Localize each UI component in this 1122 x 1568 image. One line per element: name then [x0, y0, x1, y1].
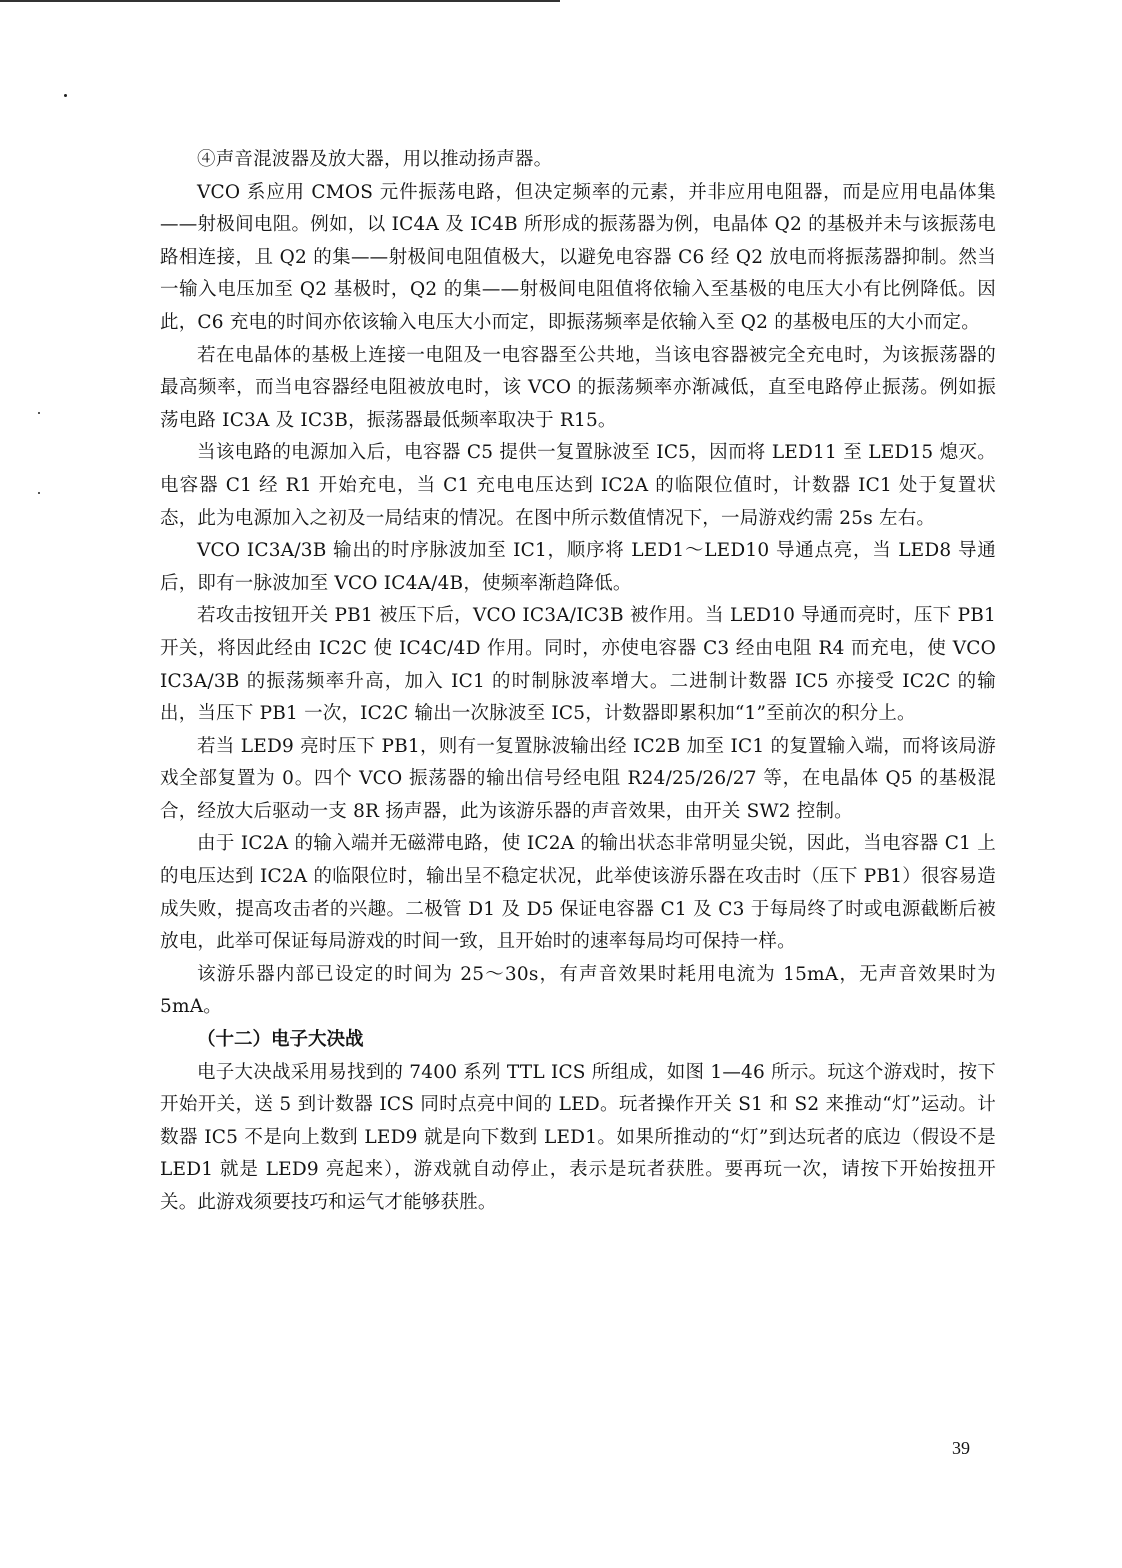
paragraph-hysteresis: 由于 IC2A 的输入端并无磁滞电路，使 IC2A 的输出状态非常明显尖锐，因此，当电容器 C1 上的电压达到 IC2A 的临限位时，输出呈不稳定状况，此举使该游乐器在攻击时（压下 PB1）很容易造成失败，提高攻击者的兴趣。二极管 D1 及 D5 保证电容器 C1 及 C3 于每局终了时或电源截断后被放电，此举可保证每局游戏的时间一致，且开始时的速率每局均可保持一样。 — [160, 833, 996, 953]
paragraph-sound-mixer: ④声音混波器及放大器，用以推动扬声器。 — [197, 149, 553, 170]
paragraph-power-on-reset: 当该电路的电源加入后，电容器 C5 提供一复置脉波至 IC5，因而将 LED11 至 LED15 熄灭。电容器 C1 经 R1 开始充电，当 C1 充电电压达到 IC2A 的临限位值时，计数器 IC1 处于复置状态，此为电源加入之初及一局结束的情况。在图中所示数值情况下，一局游戏约需 25s 左右。 — [160, 442, 996, 529]
section-title: （十二）电子大决战 — [197, 1029, 364, 1051]
paragraph-electronic-battle: 电子大决战采用易找到的 7400 系列 TTL ICS 所组成，如图 1—46 所示。玩这个游戏时，按下开始开关，送 5 到计数器 ICS 同时点亮中间的 LED。玩者操作开关 S1 和 S2 来推动“灯”运动。计数器 IC5 不是向上数到 LED9 就是向下数到 LED1。如果所推动的“灯”到达玩者的底边（假设不是 LED1 就是 LED9 亮起来），游戏就自动停止，表示是玩者获胜。要再玩一次，请按下开始按扭开关。此游戏须要技巧和运气才能够获胜。 — [160, 1061, 996, 1213]
paragraph-led9-reset: 若当 LED9 亮时压下 PB1，则有一复置脉波输出经 IC2B 加至 IC1 的复置输入端，而将该局游戏全部复置为 0。四个 VCO 振荡器的输出信号经电阻 R24/25/26/27 等，在电晶体 Q5 的基极混合，经放大后驱动一支 8R 扬声器，此为该游乐器的声音效果，由开关 SW2 控制。 — [160, 735, 996, 822]
paragraph-timing-current: 该游乐器内部已设定的时间为 25～30s，有声音效果时耗用电流为 15mA，无声音效果时为 5mA。 — [160, 963, 996, 1018]
paragraph-attack-button: 若攻击按钮开关 PB1 被压下后，VCO IC3A/IC3B 被作用。当 LED10 导通而亮时，压下 PB1 开关，将因此经由 IC2C 使 IC4C/4D 作用。同时，亦使电容器 C3 经由电阻 R4 而充电，使 VCO IC3A/3B 的振荡频率升高，加入 IC1 的时制脉波率增大。二进制计数器 IC5 亦接受 IC2C 的输出，当压下 PB1 一次，IC2C 输出一次脉波至 IC5，计数器即累积加“1”至前次的积分上。 — [160, 605, 996, 725]
paragraph-frequency-decay: 若在电晶体的基极上连接一电阻及一电容器至公共地，当该电容器被完全充电时，为该振荡器的最高频率，而当电容器经电阻被放电时，该 VCO 的振荡频率亦渐减低，直至电路停止振荡。例如振荡电路 IC3A 及 IC3B，振荡器最低频率取决于 R15。 — [160, 344, 996, 431]
page-number: 39 — [952, 1438, 970, 1458]
scan-speck — [38, 492, 40, 494]
paragraph-led-sequence: VCO IC3A/3B 输出的时序脉波加至 IC1，顺序将 LED1～LED10 导通点亮，当 LED8 导通后，即有一脉波加至 VCO IC4A/4B，使频率渐趋降低。 — [160, 540, 996, 594]
page-body — [160, 144, 996, 1220]
paragraph-vco-principle: VCO 系应用 CMOS 元件振荡电路，但决定频率的元素，并非应用电阻器，而是应用电晶体集——射极间电阻。例如，以 IC4A 及 IC4B 所形成的振荡器为例，电晶体 Q2 的基极并未与该振荡电路相连接，且 Q2 的集——射极间电阻值极大，以避免电容器 C6 经 Q2 放电而将振荡器抑制。然当一输入电压加至 Q2 基极时，Q2 的集——射极间电阻值将依输入至基极的电压大小有比例降低。因此，C6 充电的时间亦依该输入电压大小而定，即振荡频率是依输入至 Q2 的基极电压的大小而定。 — [160, 181, 996, 333]
top-scan-rule — [0, 0, 560, 2]
scan-speck — [38, 412, 40, 414]
scan-speck — [64, 94, 67, 97]
